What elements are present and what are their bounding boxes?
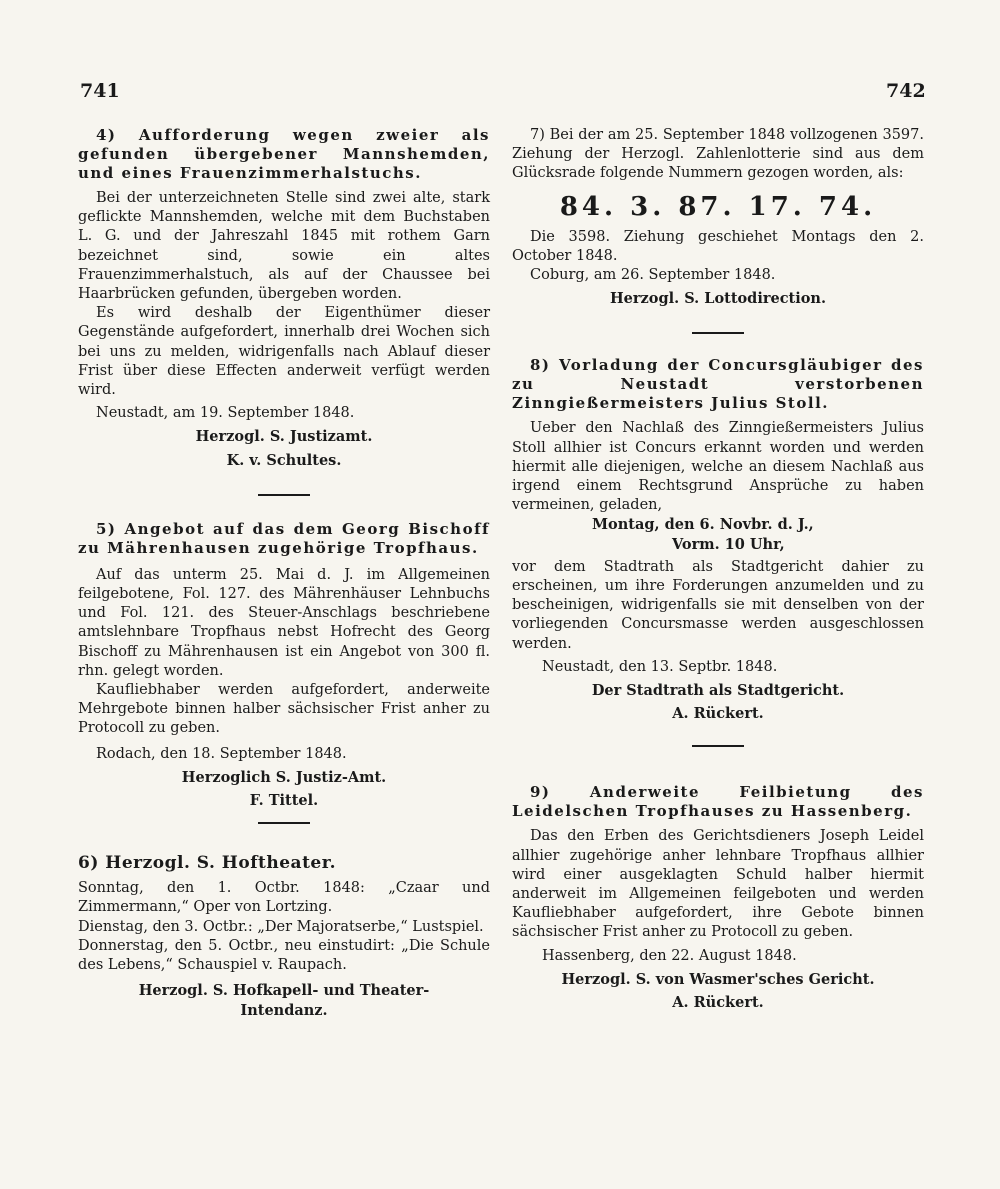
notice-8-date: Neustadt, den 13. Septbr. 1848. [542,658,778,675]
notice-5-signer: F. Tittel. [249,792,319,810]
notice-8 [512,356,924,723]
notice-7 [512,126,924,308]
notice-5-authority: Herzoglich S. Justiz-Amt. [181,768,387,786]
notice-8-paragraph-2: vor dem Stadtrath als Stadtgericht dahier zu erscheinen, um ihre Forderungen anzumelden und zu bescheinigen, widrigenfalls sie mit denselben von der vorliegenden Concursmasse werden ausgeschlossen werden. [512,558,924,652]
notice-8-authority: Der Stadtrath als Stadtgericht. [591,682,845,700]
lottery-numbers: 84. 3. 87. 17. 74. [559,191,877,222]
page-number-right: 742 [886,80,926,102]
notice-6-authority: Herzogl. S. Hofkapell- und Theater-Intendanz. [138,982,430,1019]
notice-4-heading: 4) Aufforderung wegen zweier als gefunden übergebener Mannshemden, und eines Frauenzimmerhalstuchs. [78,126,490,182]
notice-9-authority: Herzogl. S. von Wasmer'sches Gericht. [561,970,875,988]
notice-9-date: Hassenberg, den 22. August 1848. [542,947,797,964]
notice-8-term-date: Montag, den 6. Novbr. d. J., [592,516,814,534]
notice-6 [78,854,490,1019]
notice-7-intro: 7) Bei der am 25. September 1848 vollzogenen 3597. Ziehung der Herzogl. Zahlenlotterie sind aus dem Glücksrade folgende Nummern gezogen worden, als: [512,127,924,182]
notice-5-heading: 5) Angebot auf das dem Georg Bischoff zu Mährenhausen zugehörige Tropfhaus. [78,519,490,557]
notice-9-heading: 9) Anderweite Feilbietung des Leidelschen Tropfhauses zu Hassenberg. [512,783,924,821]
notice-8-signer: A. Rückert. [672,705,764,723]
notice-8-term-time: Vorm. 10 Uhr, [672,535,785,553]
page-number-left: 741 [80,80,120,102]
notice-8-heading: 8) Vorladung der Concursgläubiger des zu Neustadt verstorbenen Zinngießermeisters Julius Stoll. [512,356,924,413]
notice-8-paragraph-1: Ueber den Nachlaß des Zinngießermeisters Julius Stoll allhier ist Concurs erkannt worden und werden hiermit alle diejenigen, welche an diesem Nachlaß aus irgend einem Rechtsgrund Ansprüche zu haben vermeinen, geladen, [512,420,924,514]
notice-6-line-3: Donnerstag, den 5. Octbr., neu einstudirt: „Die Schule des Lebens,“ Schauspiel v. Raupach. [78,937,490,974]
notice-5-date: Rodach, den 18. September 1848. [96,745,347,762]
separator [258,494,310,496]
separator [692,332,744,334]
separator [692,745,744,747]
notice-4-signer: K. v. Schultes. [226,451,342,469]
notice-7-date: Coburg, am 26. September 1848. [530,267,776,284]
notice-9 [512,783,924,1012]
notice-6-line-1: Sonntag, den 1. Octbr. 1848: „Czaar und Zimmermann,“ Oper von Lortzing. [78,880,490,916]
separator [258,822,310,824]
notice-4-paragraph-2: Es wird deshalb der Eigenthümer dieser Gegenstände aufgefordert, innerhalb drei Wochen sich bei uns zu melden, widrigenfalls nach Ablauf dieser Frist über diese Effecten anderweit verfügt werden wird. [78,305,490,399]
notice-4 [78,126,490,470]
notice-4-authority: Herzogl. S. Justizamt. [195,428,373,446]
notice-5 [78,520,490,810]
notice-6-heading: 6) Herzogl. S. Hoftheater. [78,853,337,874]
right-column [512,126,924,1012]
notice-7-authority: Herzogl. S. Lottodirection. [609,290,826,308]
notice-5-paragraph-1: Auf das unterm 25. Mai d. J. im Allgemeinen feilgebotene, Fol. 127. des Mährenhäuser Lehnbuchs und Fol. 121. des Steuer-Anschlags beschriebene amtslehnbare Tropfhaus nebst Hofrecht des Georg Bischoff zu Mährenhausen ist ein Angebot von 300 fl. rhn. gelegt worden. [78,566,490,679]
notice-5-paragraph-2: Kaufliebhaber werden aufgefordert, anderweite Mehrgebote binnen halber sächsischer Frist anher zu Protocoll zu geben. [78,682,490,737]
notice-7-next-draw: Die 3598. Ziehung geschiehet Montags den 2. October 1848. [512,228,924,264]
notice-9-signer: A. Rückert. [672,994,764,1012]
notice-4-date: Neustadt, am 19. September 1848. [96,405,355,422]
notice-9-paragraph-1: Das den Erben des Gerichtsdieners Joseph Leidel allhier zugehörige anher lehnbare Tropfhaus allhier wird einer ausgeklagten Schuld halber hiermit anderweit im Allgemeinen feilgeboten und werden Kaufliebhaber aufgefordert, ihre Gebote binnen sächsischer Frist anher zu Protocoll zu geben. [512,828,924,941]
notice-6-line-2: Dienstag, den 3. Octbr.: „Der Majoratserbe,“ Lustspiel. [78,918,484,935]
left-column [78,126,490,1020]
notice-4-paragraph-1: Bei der unterzeichneten Stelle sind zwei alte, stark geflickte Mannshemden, welche mit dem Buchstaben L. G. und der Jahreszahl 1845 mit rothem Garn bezeichnet sind, sowie ein altes Frauenzimmerhalstuch, als auf der Chaussee bei Haarbrücken gefunden, übergeben worden. [78,190,490,303]
